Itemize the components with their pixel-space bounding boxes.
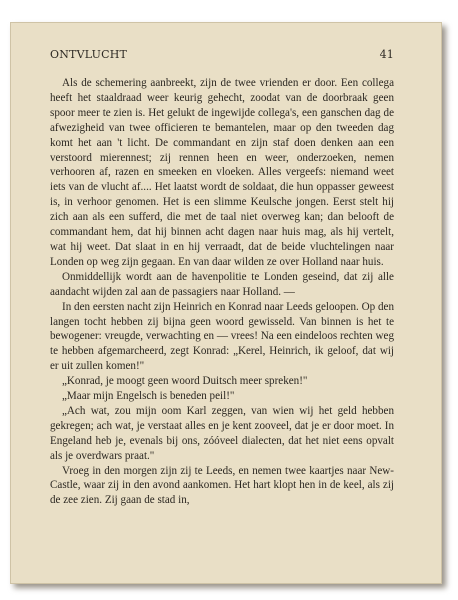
paragraph: Onmiddellijk wordt aan de havenpolitie te Londen geseind, dat zij alle aandacht wijden zal aan de passagiers naar Holland. — xyxy=(50,270,394,298)
paragraph: „Maar mijn Engelsch is beneden peil!" xyxy=(62,390,235,403)
paragraph: Vroeg in den morgen zijn zij te Leeds, en nemen twee kaartjes naar New-Castle, waar zij in den avond aankomen. Het hart klopt hen in de keel, als zij de zee zien. Zij gaan de stad in, xyxy=(50,464,394,507)
paragraph: In den eersten nacht zijn Heinrich en Konrad naar Leeds geloopen. Op den langen tocht hebben zij bijna geen woord gewisseld. Van binnen is het te bewogener: vreugde, verwachting en — vrees! Na een eindeloos rechten weg te hebben afgemarcheerd, zegt Konrad: „Kerel, Heinrich, ik geloof, dat wij er uit zullen komen!" xyxy=(50,300,394,373)
paragraph: Als de schemering aanbreekt, zijn de twee vrienden er door. Een collega heeft het staaldraad weer keurig gehecht, zoodat van de doorbraak geen spoor meer te zien is. Het gelukt de ingewijde collega's, een ganschen dag de afwezigheid van twee officieren te bemantelen, maar op den tweeden dag komt het aan 't licht. De commandant en zijn staf doen denken aan een verstoord mierennest; zij rennen heen en weer, onderzoeken, nemen verhooren af, razen en smeeken en vloeken. Alles vergeefs: niemand weet iets van de vlucht af.... Het laatst wordt de soldaat, die hun oppasser geweest is, in verhoor genomen. Het is een slimme Keulsche jongen. Eerst stelt hij zich aan als een sufferd, die met de taal niet overweg kan; dan belooft de commandant hem, dat hij binnen acht dagen naar huis mag, als hij vertelt, wat hij weet. Dat slaat in en hij verraadt, dat de beide vluchtelingen naar Londen op weg zijn gegaan. En van daar wilden ze over Holland naar huis. xyxy=(50,77,394,268)
paragraph: „Konrad, je moogt geen woord Duitsch meer spreken!" xyxy=(62,375,308,388)
body-text xyxy=(50,76,394,508)
running-title: ONTVLUCHT xyxy=(50,48,128,61)
page-number: 41 xyxy=(379,48,394,61)
paragraph: „Ach wat, zou mijn oom Karl zeggen, van wien wij het geld hebben gekregen; ach wat, je verstaat alles en je kent zooveel, dat je er door moet. In Engeland heb je, evenals bij ons, zóóveel dialecten, dat het niet eens opvalt als je overdwars praat." xyxy=(50,404,394,462)
